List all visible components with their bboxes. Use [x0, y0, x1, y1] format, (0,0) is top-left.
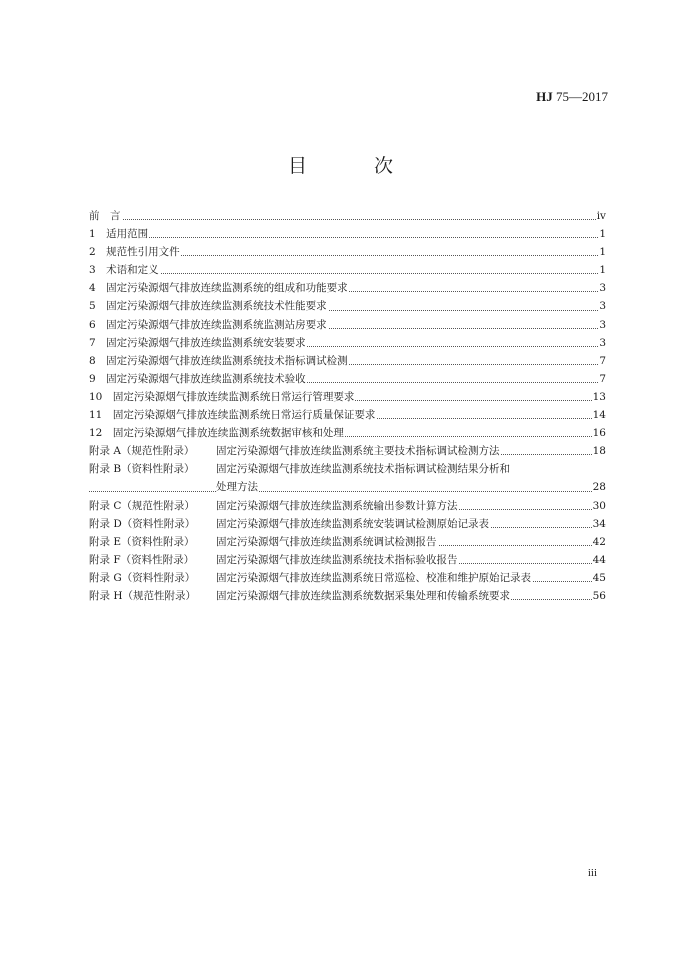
toc-entry[interactable] — [89, 334, 606, 352]
appendix-entry[interactable] — [89, 497, 606, 515]
appendix-entry[interactable] — [89, 460, 606, 478]
dot-leader — [89, 273, 606, 274]
standard-code — [536, 89, 608, 105]
toc-entry[interactable] — [89, 406, 606, 424]
toc-entry-label: 11 固定污染源烟气排放连续监测系统日常运行质量保证要求 — [89, 406, 376, 424]
appendix-title: 固定污染源烟气排放连续监测系统技术指标验收报告 — [216, 553, 458, 566]
toc-entry-label: 12 固定污染源烟气排放连续监测系统数据审核和处理 — [89, 424, 345, 442]
toc-entry[interactable] — [89, 207, 606, 225]
toc-entry-label: 3 术语和定义 — [89, 261, 160, 279]
toc-entry-label: 5 固定污染源烟气排放连续监测系统技术性能要求 — [89, 297, 328, 315]
toc-entry-page: iv — [596, 207, 606, 225]
appendix-page: 30 — [592, 497, 606, 515]
appendix-entry-continuation[interactable] — [89, 478, 606, 496]
toc-entry-label: 6 固定污染源烟气排放连续监测系统监测站房要求 — [89, 316, 328, 334]
toc-entry-label: 9 固定污染源烟气排放连续监测系统技术验收 — [89, 370, 307, 388]
toc-entry-label: 4 固定污染源烟气排放连续监测系统的组成和功能要求 — [89, 279, 349, 297]
toc-entry-label: 2 规范性引用文件 — [89, 243, 181, 261]
dot-leader — [89, 237, 606, 238]
toc-entry-label: 1 适用范围 — [89, 225, 149, 243]
appendix-title-continuation: 处理方法 — [216, 478, 259, 496]
appendix-category: 附录 D（资料性附录） — [89, 517, 196, 530]
appendix-page: 42 — [592, 533, 606, 551]
page-number: iii — [587, 867, 597, 879]
appendix-entry[interactable] — [89, 533, 606, 551]
toc-entry-page: 3 — [598, 316, 606, 334]
toc-entry-page: 1 — [598, 225, 606, 243]
table-of-contents — [89, 207, 606, 605]
appendix-page: 45 — [592, 569, 606, 587]
toc-entry-label: 7 固定污染源烟气排放连续监测系统安装要求 — [89, 334, 307, 352]
appendix-title: 固定污染源烟气排放连续监测系统日常巡检、校准和维护原始记录表 — [216, 571, 531, 584]
toc-entry[interactable] — [89, 388, 606, 406]
toc-entry-page: 14 — [592, 406, 606, 424]
appendix-entry[interactable] — [89, 587, 606, 605]
appendix-category: 附录 H（规范性附录） — [89, 589, 196, 602]
toc-entry-page: 1 — [598, 261, 606, 279]
toc-entry[interactable] — [89, 225, 606, 243]
dot-leader — [89, 491, 606, 492]
toc-entry-page: 3 — [598, 297, 606, 315]
appendix-title: 固定污染源烟气排放连续监测系统数据采集处理和传输系统要求 — [216, 589, 510, 602]
standard-prefix: HJ — [536, 89, 553, 104]
appendix-page: 28 — [592, 478, 606, 496]
appendix-title: 固定污染源烟气排放连续监测系统调试检测报告 — [216, 535, 437, 548]
toc-entry-page: 16 — [592, 424, 606, 442]
appendix-entry[interactable] — [89, 442, 606, 460]
appendix-entry[interactable] — [89, 551, 606, 569]
appendix-category: 附录 B（资料性附录） — [89, 463, 195, 476]
appendix-category: 附录 G（资料性附录） — [89, 571, 196, 584]
toc-entry-page: 7 — [598, 352, 606, 370]
page-title: 目 次 — [287, 155, 417, 177]
appendix-title: 固定污染源烟气排放连续监测系统安装调试检测原始记录表 — [216, 517, 489, 530]
toc-entry-label: 前 言 — [89, 207, 122, 225]
appendix-title: 固定污染源烟气排放连续监测系统主要技术指标调试检测方法 — [216, 445, 500, 458]
dot-leader — [89, 219, 606, 220]
appendix-entry[interactable] — [89, 515, 606, 533]
appendix-category: 附录 E（资料性附录） — [89, 535, 195, 548]
toc-entry[interactable] — [89, 279, 606, 297]
toc-entry[interactable] — [89, 297, 606, 315]
toc-entry-page: 1 — [598, 243, 606, 261]
toc-entry[interactable] — [89, 243, 606, 261]
toc-entry-label: 10 固定污染源烟气排放连续监测系统日常运行管理要求 — [89, 388, 355, 406]
appendix-entry[interactable] — [89, 569, 606, 587]
toc-entry[interactable] — [89, 424, 606, 442]
toc-entry[interactable] — [89, 370, 606, 388]
toc-entry[interactable] — [89, 261, 606, 279]
toc-entry[interactable] — [89, 316, 606, 334]
appendix-category: 附录 A（规范性附录） — [89, 445, 195, 458]
appendix-page: 18 — [592, 442, 606, 460]
toc-entry-label: 8 固定污染源烟气排放连续监测系统技术指标调试检测 — [89, 352, 349, 370]
toc-entry-page: 7 — [598, 370, 606, 388]
appendix-page: 44 — [592, 551, 606, 569]
standard-number: 75—2017 — [552, 89, 608, 104]
appendix-page: 34 — [592, 515, 606, 533]
toc-entry-page: 3 — [598, 279, 606, 297]
toc-entry-page: 13 — [592, 388, 606, 406]
appendix-title: 固定污染源烟气排放连续监测系统输出参数计算方法 — [216, 499, 458, 512]
appendix-page: 56 — [592, 587, 606, 605]
appendix-category: 附录 F（资料性附录） — [89, 553, 195, 566]
appendix-title: 固定污染源烟气排放连续监测系统技术指标调试检测结果分析和 — [216, 463, 510, 476]
toc-entry-page: 3 — [598, 334, 606, 352]
toc-entry[interactable] — [89, 352, 606, 370]
appendix-category: 附录 C（规范性附录） — [89, 499, 195, 512]
